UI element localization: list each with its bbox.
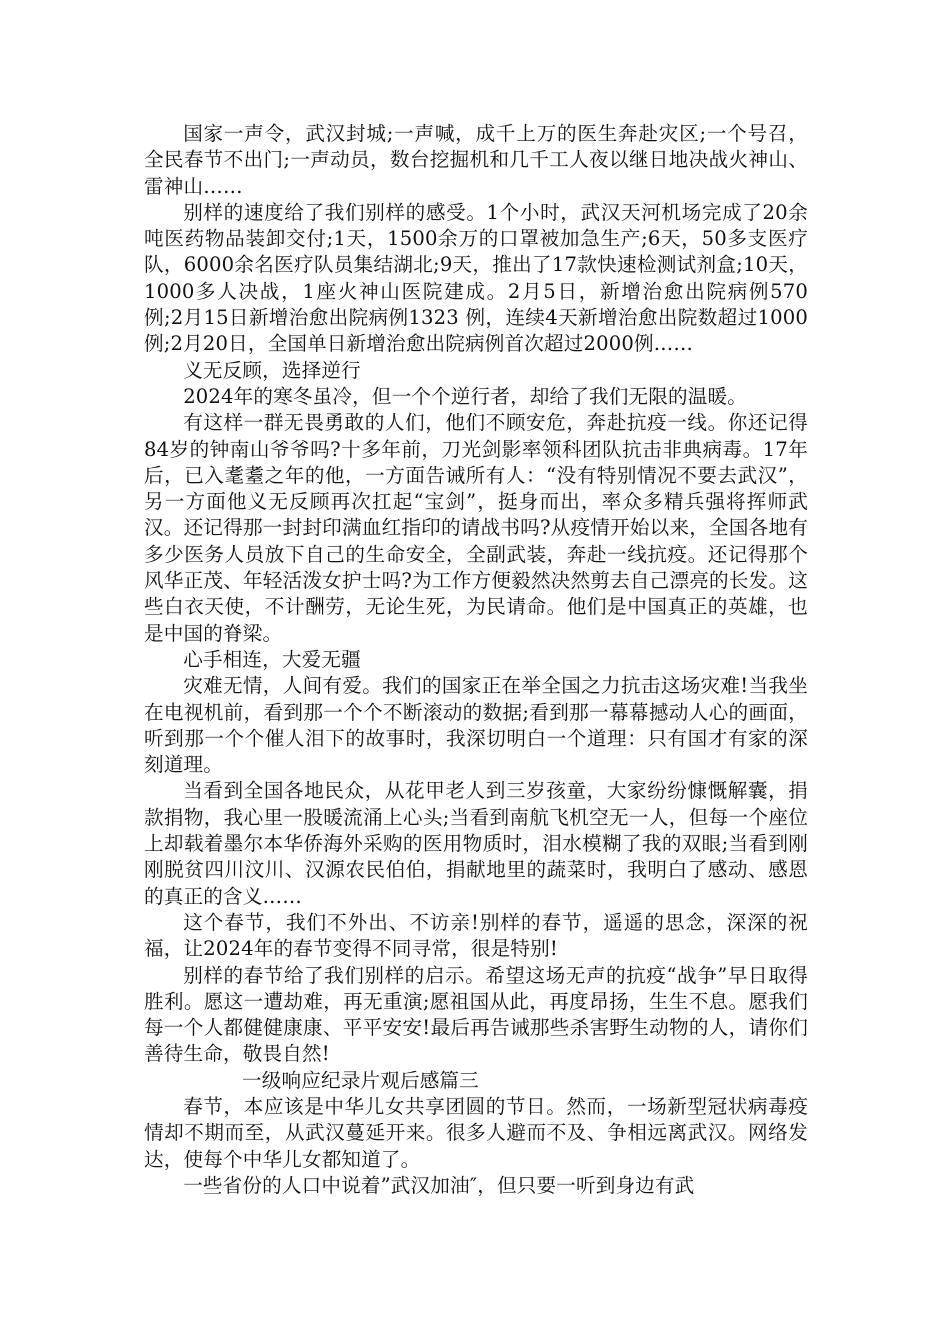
- section-heading-retrograde: 义无反顾，选择逆行: [183, 358, 361, 382]
- document-body: [144, 121, 808, 1199]
- paragraph-lockdown: 国家一声令，武汉封城;一声喊，成千上万的医生奔赴灾区;一个号召，全民春节不出门;一声动员，数台挖掘机和几千工人夜以继日地决战火神山、雷神山……: [144, 122, 808, 198]
- paragraph-reunion: 春节，本应该是中华儿女共享团圆的节日。然而，一场新型冠状病毒疫情却不期而至，从武汉蔓延开来。很多人避而不及、争相远离武汉。网络发达，使每个中华儿女都知道了。: [144, 1094, 808, 1171]
- paragraph-winter: 2024年的寒冬虽冷，但一个个逆行者，却给了我们无限的温暖。: [183, 384, 747, 408]
- paragraph-spring-festival: 这个春节，我们不外出、不访亲!别样的春节，遥遥的思念，深深的祝福，让2024年的春节变得不同寻常，很是特别!: [144, 910, 808, 961]
- paragraph-provinces: 一些省份的人口中说着”武汉加油″，但只要一听到身边有武: [183, 1173, 695, 1197]
- paragraph-heroes: 有这样一群无畏勇敢的人们，他们不顾安危，奔赴抗疫一线。你还记得84岁的钟南山爷爷吗?十多年前，刀光剑影率领科团队抗击非典病毒。17年后，已入耄耋之年的他，一方面告诫所有人：“没有特别情况不要去武汉”，另一方面他义无反顾再次扛起“宝剑”，挺身而出，率众多精兵强将挥师武汉。还记得那一封封印满血红指印的请战书吗?从疫情开始以来，全国各地有多少医务人员放下自己的生命安全，全副武装，奔赴一线抗疫。还记得那个风华正茂、年轻活泼女护士吗?为工作方便毅然决然剪去自己漂亮的长发。这些白衣天使，不计酬劳，无论生死，为民请命。他们是中国真正的英雄，也是中国的脊梁。: [144, 411, 808, 645]
- article-title-part-three: 一级响应纪录片观后感篇三: [242, 1068, 479, 1092]
- paragraph-disaster: 灾难无情，人间有爱。我们的国家正在举全国之力抗击这场灾难!当我坐在电视机前，看到那一个个不断滚动的数据;看到那一幕幕撼动人心的画面，听到那一个个催人泪下的故事时，我深切明白一个道理：只有国才有家的深刻道理。: [144, 674, 808, 777]
- section-heading-hearts: 心手相连，大爱无疆: [183, 647, 361, 671]
- paragraph-donations: 当看到全国各地民众，从花甲老人到三岁孩童，大家纷纷慷慨解囊，捐款捐物，我心里一股暖流涌上心头;当看到南航飞机空无一人，但每一个座位上却载着墨尔本华侨海外采购的医用物质时，泪水模糊了我的双眼;当看到刚刚脱贫四川汶川、汉源农民伯伯，捐献地里的蔬菜时，我明白了感动、感恩的真正的含义……: [144, 779, 808, 908]
- paragraph-speed: 别样的速度给了我们别样的感受。1个小时，武汉天河机场完成了20余吨医药物品装卸交付;1天，1500余万的口罩被加急生产;6天，50多支医疗队，6000余名医疗队员集结湖北;9天，推出了17款快速检测试剂盒;10天，1000多人决战，1座火神山医院建成。2月5日，新增治愈出院病例570 例;2月15日新增治愈出院病例1323 例，连续4天新增治愈出院数超过1000例;2月20日，全国单日新增治愈出院病例首次超过2000例……: [144, 200, 808, 356]
- paragraph-revelation: 别样的春节给了我们别样的启示。希望这场无声的抗疫“战争”早日取得胜利。愿这一遭劫难，再无重演;愿祖国从此，再度昂扬，生生不息。愿我们每一个人都健健康康、平平安安!最后再告诫那些杀害野生动物的人，请你们善待生命，敬畏自然!: [144, 963, 808, 1066]
